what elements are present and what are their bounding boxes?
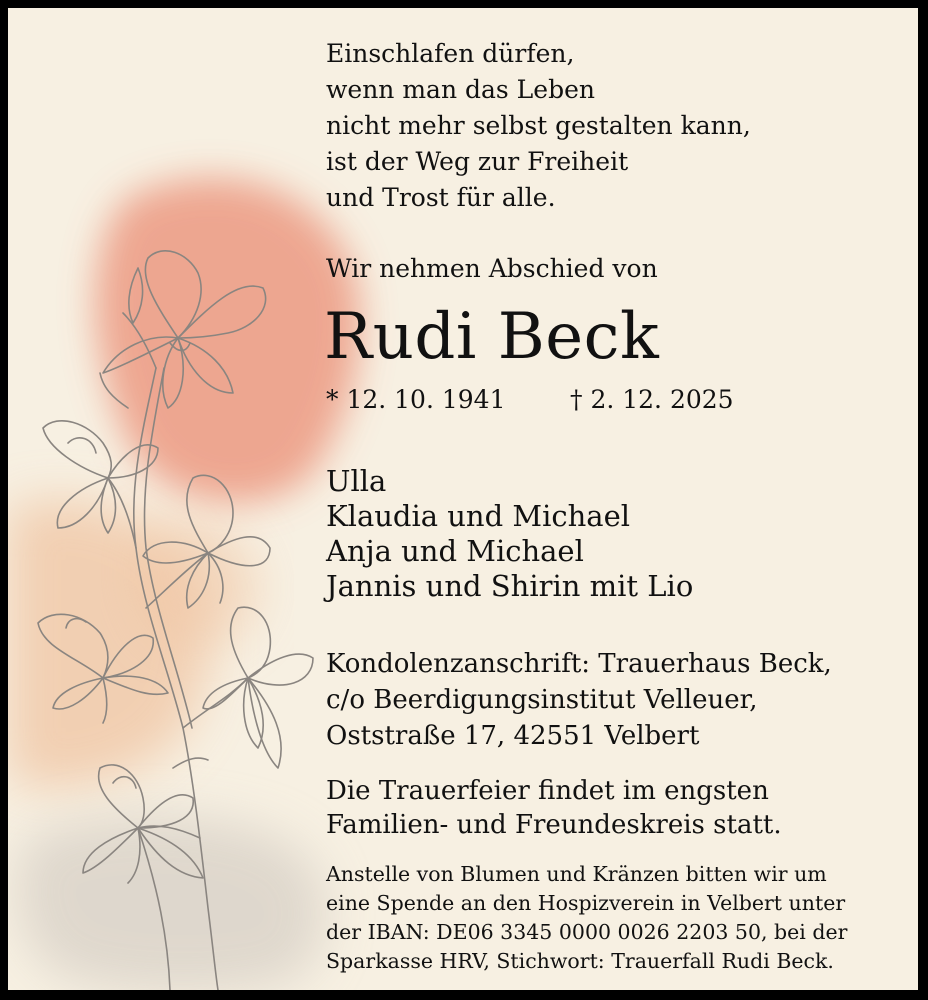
farewell-intro: Wir nehmen Abschied von bbox=[326, 254, 658, 283]
ceremony-line: Familien- und Freundeskreis statt. bbox=[326, 810, 782, 840]
mourner: Anja und Michael bbox=[326, 534, 584, 568]
funeral-notice bbox=[326, 774, 782, 842]
mourner: Ulla bbox=[326, 464, 387, 498]
memorial-poem bbox=[326, 36, 751, 216]
obituary-card bbox=[8, 8, 918, 990]
deceased-name: Rudi Beck bbox=[324, 300, 660, 374]
donation-line: der IBAN: DE06 3345 0000 0026 2203 50, bei der bbox=[326, 920, 848, 944]
poem-line: nicht mehr selbst gestalten kann, bbox=[326, 111, 751, 140]
mourner: Jannis und Shirin mit Lio bbox=[326, 569, 694, 603]
ceremony-line: Die Trauerfeier findet im engsten bbox=[326, 776, 769, 806]
birth-date: * 12. 10. 1941 bbox=[326, 385, 506, 414]
donation-line: Anstelle von Blumen und Kränzen bitten wir um bbox=[326, 862, 827, 886]
address-line: Kondolenzanschrift: Trauerhaus Beck, bbox=[326, 649, 832, 679]
watercolor-wash bbox=[8, 178, 360, 990]
poem-line: und Trost für alle. bbox=[326, 183, 556, 212]
death-date: † 2. 12. 2025 bbox=[570, 385, 734, 414]
poem-line: wenn man das Leben bbox=[326, 75, 595, 104]
donation-request bbox=[326, 860, 847, 976]
donation-line: Sparkasse HRV, Stichwort: Trauerfall Rudi Beck. bbox=[326, 949, 834, 973]
condolence-address bbox=[326, 646, 832, 754]
life-dates bbox=[326, 382, 826, 418]
donation-line: eine Spende an den Hospizverein in Velbert unter bbox=[326, 891, 846, 915]
mourner: Klaudia und Michael bbox=[326, 499, 631, 533]
mourners-list bbox=[326, 464, 693, 604]
address-line: Oststraße 17, 42551 Velbert bbox=[326, 721, 700, 751]
poem-line: ist der Weg zur Freiheit bbox=[326, 147, 629, 176]
poem-line: Einschlafen dürfen, bbox=[326, 39, 575, 68]
address-line: c/o Beerdigungsinstitut Velleuer, bbox=[326, 685, 758, 715]
